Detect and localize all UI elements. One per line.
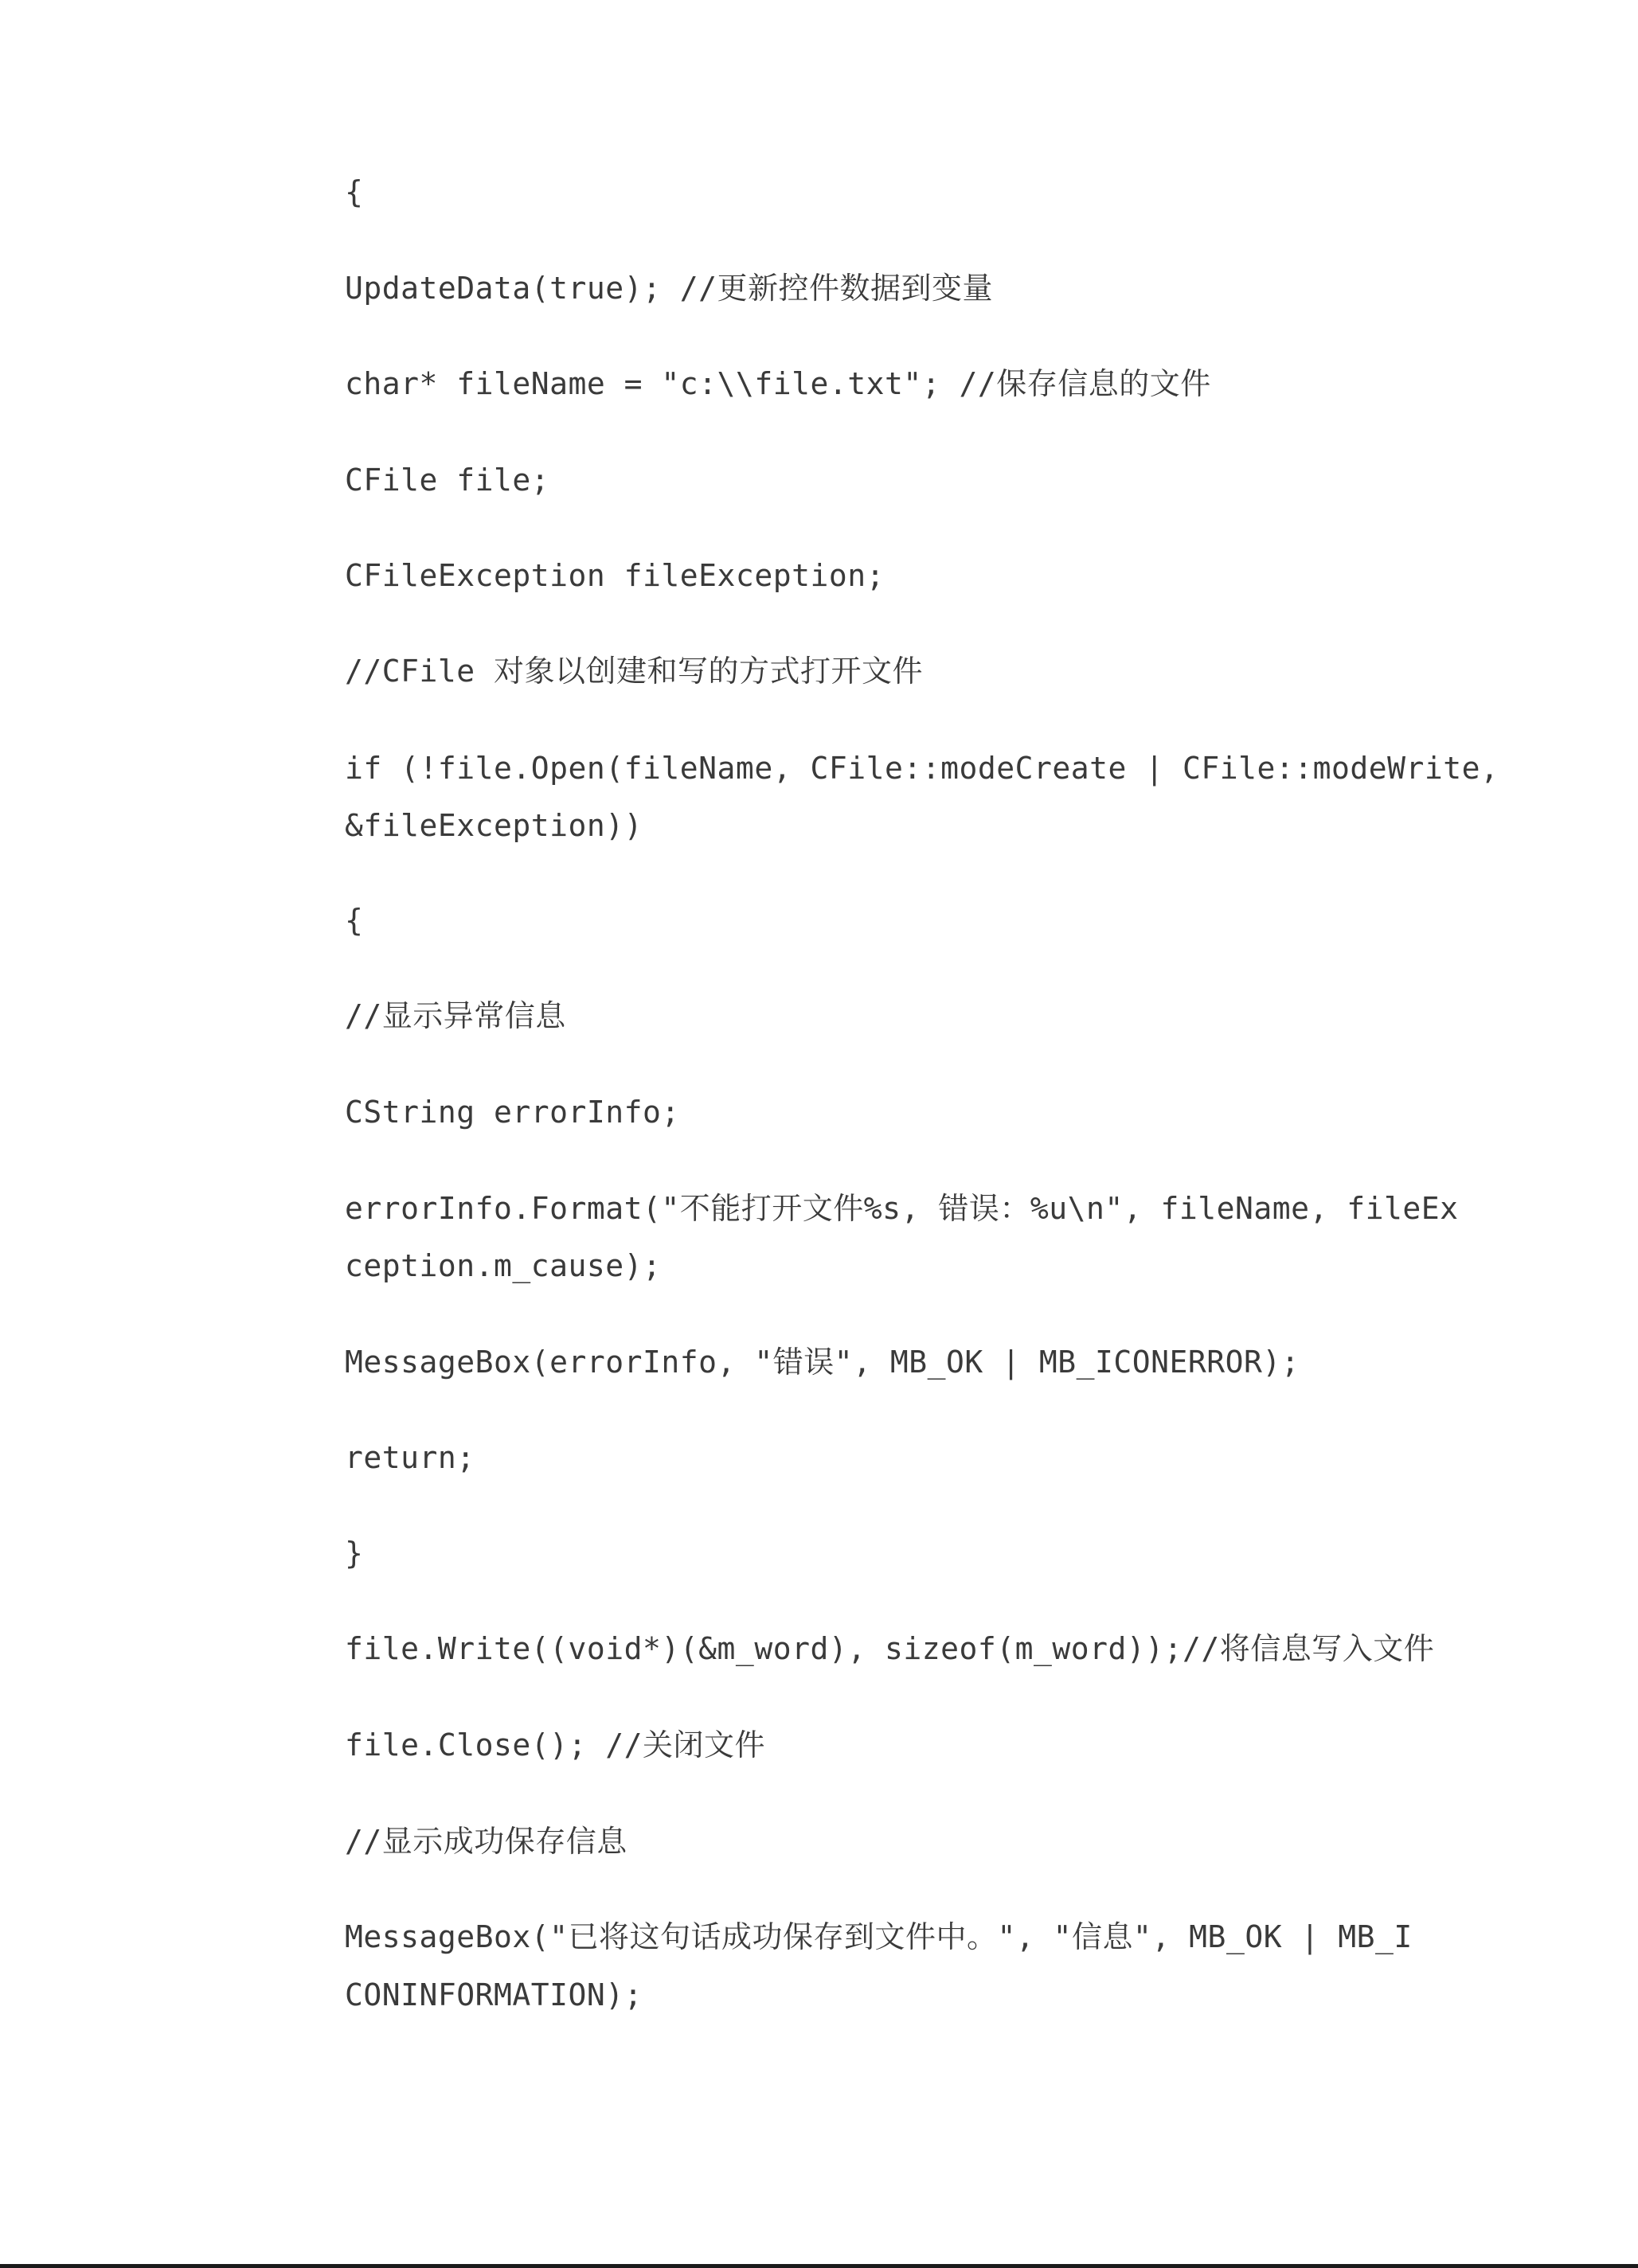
code-comment: //显示异常信息 [345, 998, 566, 1033]
code-line: file.Write((void*)(&m_word), sizeof(m_word));//将信息写入文件 [345, 1631, 1435, 1666]
code-line-continuation: CONINFORMATION); [345, 1977, 643, 2012]
code-line: } [345, 1536, 364, 1571]
code-comment: //显示成功保存信息 [345, 1824, 627, 1859]
code-line: char* fileName = "c:\\file.txt"; //保存信息的文件 [345, 366, 1211, 401]
code-line: if (!file.Open(fileName, CFile::modeCreate | CFile::modeWrite, [345, 751, 1499, 786]
code-line: CFileException fileException; [345, 558, 885, 593]
code-line: UpdateData(true); //更新控件数据到变量 [345, 271, 994, 306]
code-line: MessageBox("已将这句话成功保存到文件中。", "信息", MB_OK | MB_I [345, 1919, 1413, 1954]
code-line-continuation: &fileException)) [345, 808, 643, 843]
code-line: MessageBox(errorInfo, "错误", MB_OK | MB_ICONERROR); [345, 1345, 1300, 1380]
code-line: return; [345, 1440, 475, 1475]
code-comment: //CFile 对象以创建和写的方式打开文件 [345, 654, 924, 689]
code-line: file.Close(); //关闭文件 [345, 1727, 766, 1762]
code-line: errorInfo.Format("不能打开文件%s, 错误：%u\n", fileName, fileEx [345, 1191, 1459, 1226]
code-line: { [345, 174, 364, 209]
page-bottom-border [0, 2264, 1638, 2268]
code-line: CString errorInfo; [345, 1095, 680, 1130]
code-line: CFile file; [345, 463, 550, 498]
code-line: { [345, 903, 364, 938]
code-line-continuation: ception.m_cause); [345, 1248, 662, 1283]
